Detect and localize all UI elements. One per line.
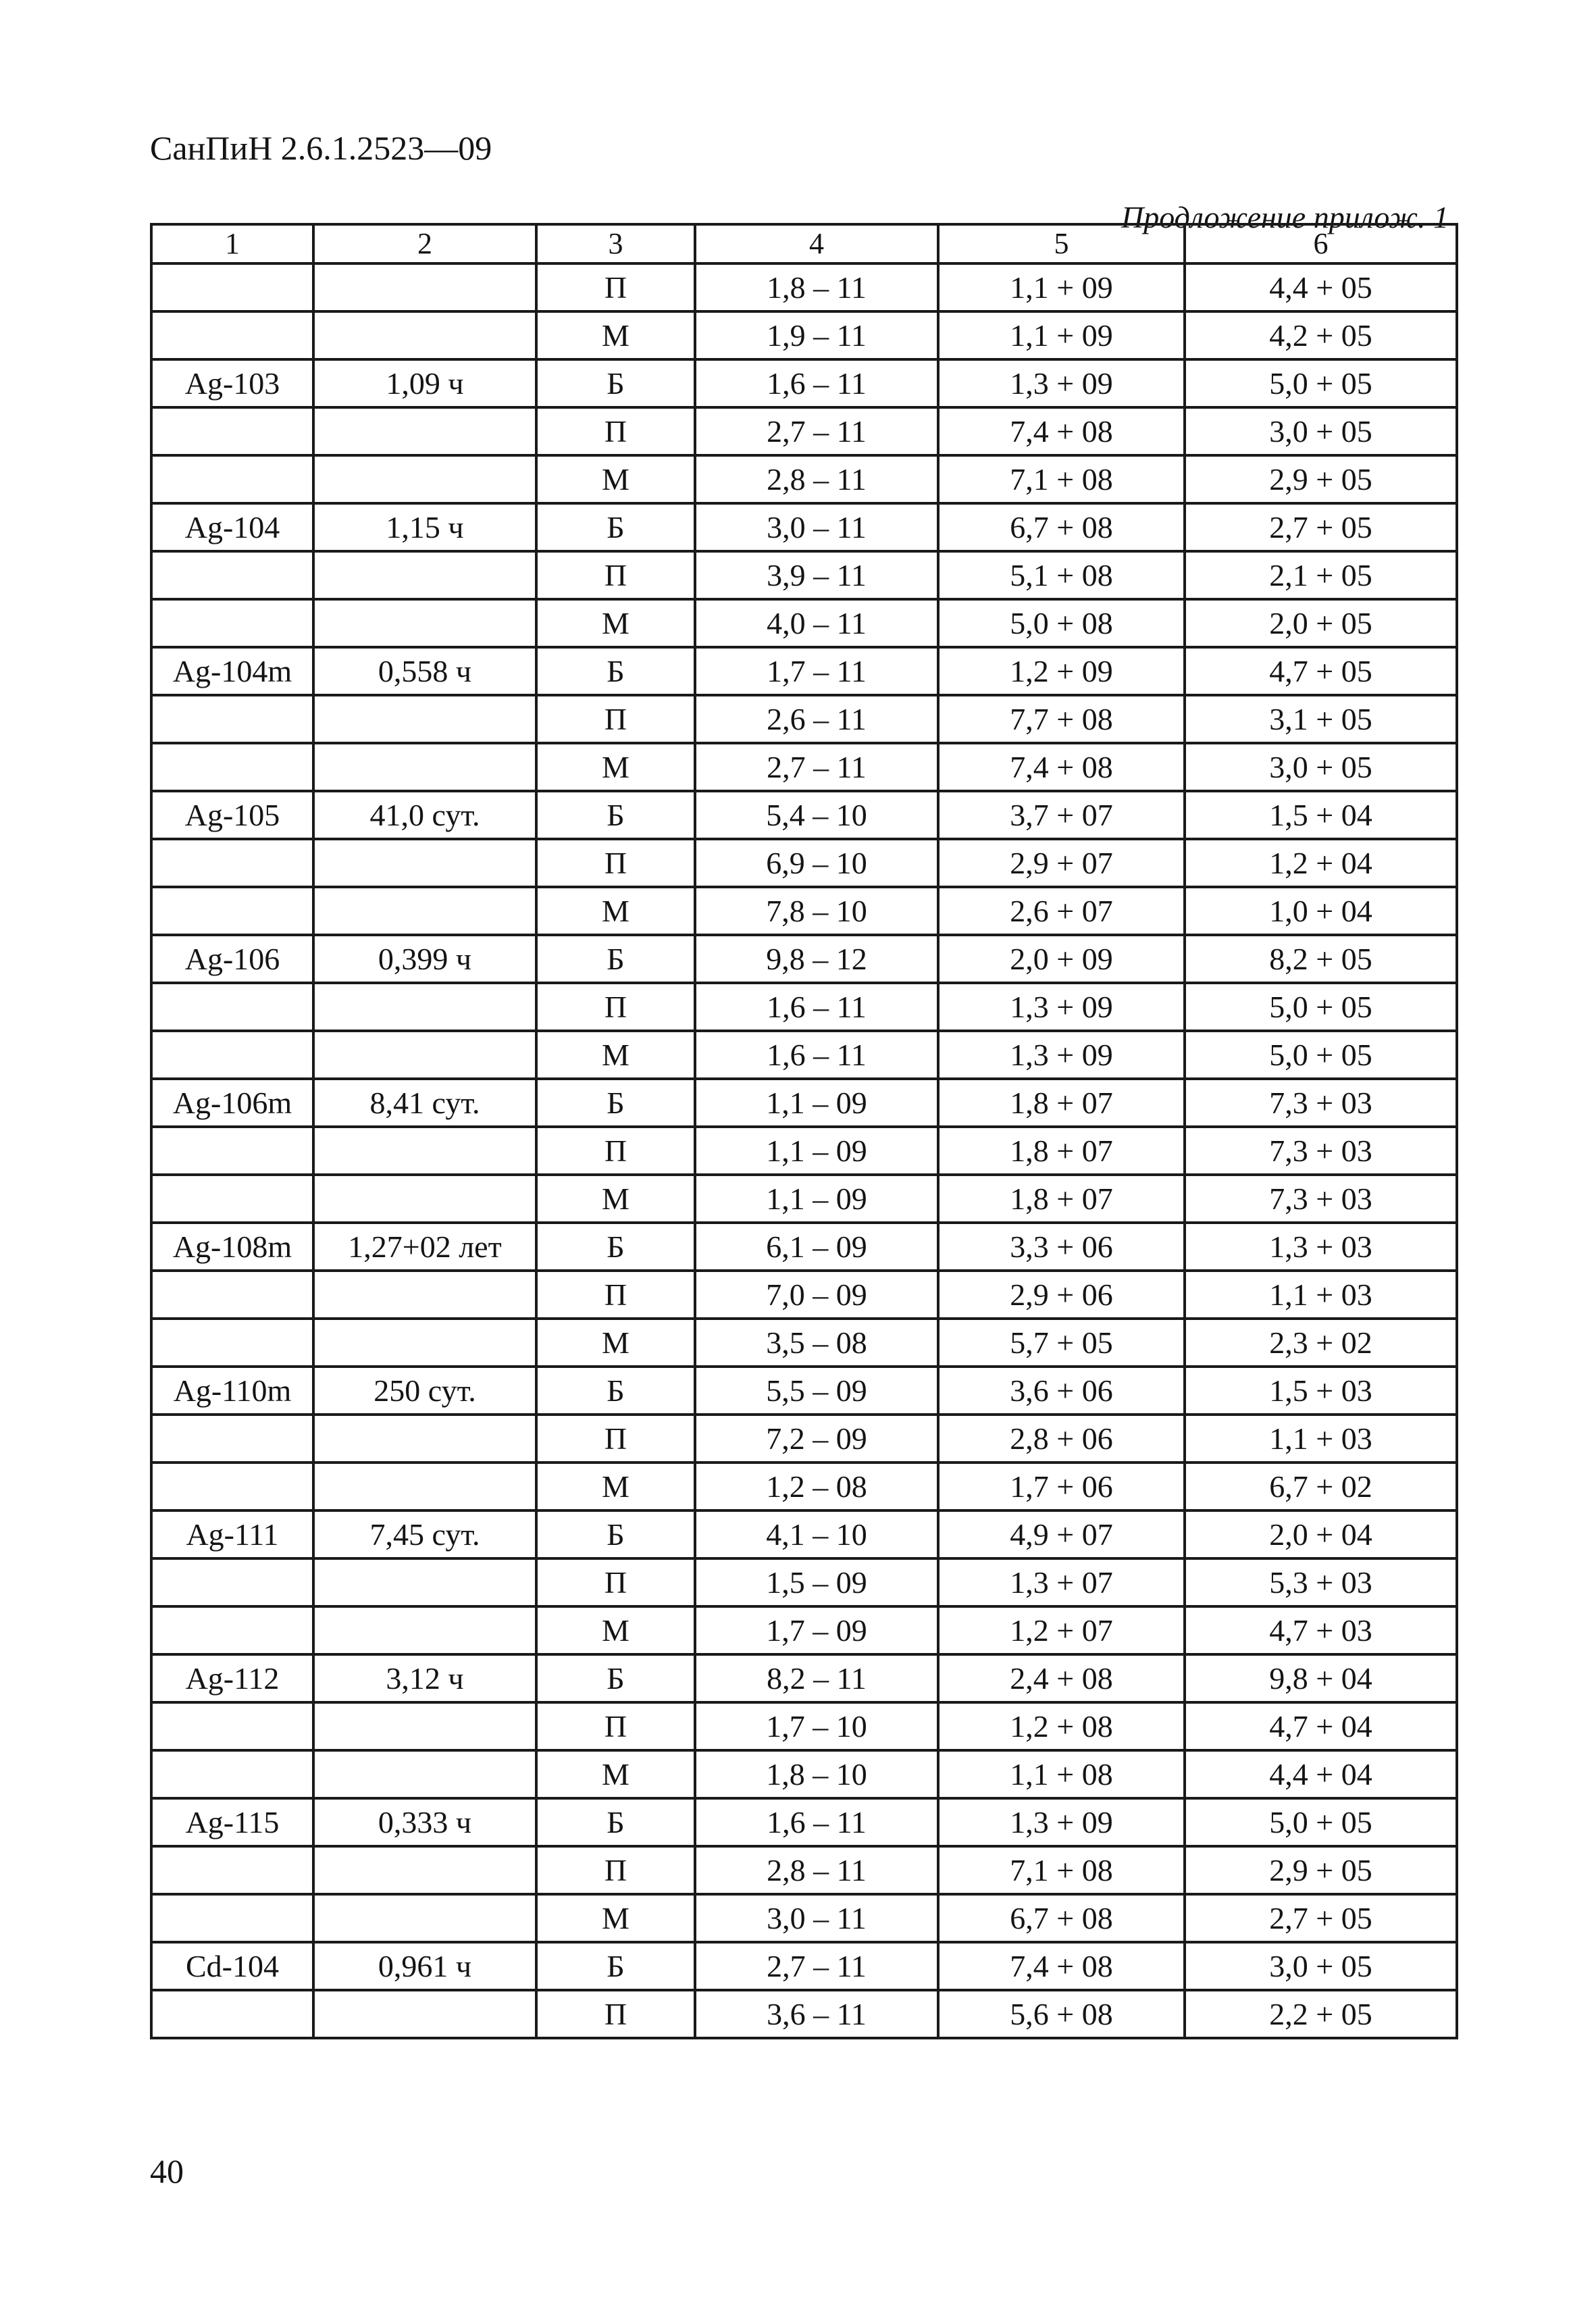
table-cell: 1,5 + 04 — [1185, 791, 1457, 839]
table-cell — [313, 1990, 536, 2038]
table-header-row — [151, 224, 1457, 263]
table-cell: 1,7 – 10 — [695, 1702, 938, 1750]
table-cell: П — [536, 407, 695, 455]
table-row — [151, 1367, 1457, 1415]
table-row — [151, 359, 1457, 407]
table-cell: 2,8 – 11 — [695, 455, 938, 503]
table-row — [151, 695, 1457, 743]
column-header-1: 1 — [151, 224, 313, 263]
table-cell — [151, 1031, 313, 1079]
table-cell: Б — [536, 503, 695, 551]
table-cell — [151, 551, 313, 599]
table-cell: 1,09 ч — [313, 359, 536, 407]
table-cell: 3,3 + 06 — [938, 1223, 1185, 1271]
table-cell — [313, 1463, 536, 1510]
table-cell: 3,0 + 05 — [1185, 743, 1457, 791]
table-cell: 8,2 + 05 — [1185, 935, 1457, 983]
table-cell: 1,1 – 09 — [695, 1079, 938, 1127]
table-cell: 1,1 + 03 — [1185, 1271, 1457, 1319]
table-cell: 1,2 + 07 — [938, 1606, 1185, 1654]
table-cell: Ag-106 — [151, 935, 313, 983]
table-cell: 2,0 + 09 — [938, 935, 1185, 983]
table-cell: 3,1 + 05 — [1185, 695, 1457, 743]
table-cell: 5,6 + 08 — [938, 1990, 1185, 2038]
table-row — [151, 1702, 1457, 1750]
table-cell — [313, 455, 536, 503]
table-cell: М — [536, 1319, 695, 1367]
table-cell: 1,6 – 11 — [695, 1798, 938, 1846]
table-row — [151, 839, 1457, 887]
table-cell: 4,2 + 05 — [1185, 311, 1457, 359]
table-cell: 1,3 + 09 — [938, 983, 1185, 1031]
page-number: 40 — [150, 2152, 184, 2190]
table-cell: Ag-104 — [151, 503, 313, 551]
table-cell: 4,4 + 04 — [1185, 1750, 1457, 1798]
table-cell: 6,7 + 02 — [1185, 1463, 1457, 1510]
table-row — [151, 647, 1457, 695]
table-cell: 2,9 + 07 — [938, 839, 1185, 887]
table-cell: П — [536, 1990, 695, 2038]
table-row — [151, 887, 1457, 935]
table-row — [151, 1415, 1457, 1463]
table-cell: М — [536, 1175, 695, 1223]
table-cell: М — [536, 455, 695, 503]
table-cell — [313, 263, 536, 311]
table-cell: 1,1 + 03 — [1185, 1415, 1457, 1463]
table-cell: 250 сут. — [313, 1367, 536, 1415]
table-cell — [151, 1175, 313, 1223]
table-cell: 3,5 – 08 — [695, 1319, 938, 1367]
table-cell: 2,0 + 04 — [1185, 1510, 1457, 1558]
table-cell: 2,7 + 05 — [1185, 1894, 1457, 1942]
table-cell: 3,9 – 11 — [695, 551, 938, 599]
table-cell: Б — [536, 1798, 695, 1846]
table-cell: Cd-104 — [151, 1942, 313, 1990]
document-header: СанПиН 2.6.1.2523—09 — [150, 129, 492, 167]
table-cell — [313, 1750, 536, 1798]
table-cell — [151, 455, 313, 503]
table-body — [151, 263, 1457, 2038]
table-cell: Б — [536, 1654, 695, 1702]
table-cell: 1,27+02 лет — [313, 1223, 536, 1271]
table-cell — [313, 1606, 536, 1654]
table-cell — [151, 1558, 313, 1606]
table-cell: 7,3 + 03 — [1185, 1127, 1457, 1175]
table-cell: 7,8 – 10 — [695, 887, 938, 935]
table-cell: Ag-112 — [151, 1654, 313, 1702]
table-cell: 9,8 + 04 — [1185, 1654, 1457, 1702]
table-cell: 0,399 ч — [313, 935, 536, 983]
table-cell: 3,6 – 11 — [695, 1990, 938, 2038]
table-cell: 3,7 + 07 — [938, 791, 1185, 839]
table-cell: М — [536, 599, 695, 647]
table-cell: 2,4 + 08 — [938, 1654, 1185, 1702]
table-cell — [151, 743, 313, 791]
table-row — [151, 791, 1457, 839]
table-cell — [313, 1319, 536, 1367]
table-cell: П — [536, 839, 695, 887]
table-row — [151, 1271, 1457, 1319]
table-cell: П — [536, 983, 695, 1031]
table-cell: М — [536, 887, 695, 935]
table-cell: 1,1 + 09 — [938, 311, 1185, 359]
table-cell: П — [536, 1702, 695, 1750]
table-cell: М — [536, 1894, 695, 1942]
table-cell: П — [536, 695, 695, 743]
table-cell: 1,6 – 11 — [695, 1031, 938, 1079]
table-cell — [313, 1271, 536, 1319]
table-cell: 7,4 + 08 — [938, 407, 1185, 455]
table-cell: Ag-115 — [151, 1798, 313, 1846]
table-cell: Ag-104m — [151, 647, 313, 695]
table-cell: П — [536, 1271, 695, 1319]
table-cell — [151, 407, 313, 455]
table-cell: 8,41 сут. — [313, 1079, 536, 1127]
nuclide-table — [150, 223, 1458, 2039]
table-cell: Б — [536, 1223, 695, 1271]
table-row — [151, 1846, 1457, 1894]
table-cell: 1,1 – 09 — [695, 1127, 938, 1175]
table-cell: 4,0 – 11 — [695, 599, 938, 647]
table-row — [151, 551, 1457, 599]
table-cell: 2,6 – 11 — [695, 695, 938, 743]
table-cell: 6,7 + 08 — [938, 1894, 1185, 1942]
table-row — [151, 1654, 1457, 1702]
table-cell: 5,0 + 05 — [1185, 1031, 1457, 1079]
table-cell — [313, 1558, 536, 1606]
table-cell — [313, 743, 536, 791]
table-cell: 1,8 + 07 — [938, 1079, 1185, 1127]
table-cell: 5,0 + 05 — [1185, 1798, 1457, 1846]
table-cell: 5,0 + 05 — [1185, 359, 1457, 407]
table-cell: 6,1 – 09 — [695, 1223, 938, 1271]
table-row — [151, 935, 1457, 983]
table-cell: 1,3 + 09 — [938, 359, 1185, 407]
table-cell: 1,2 + 08 — [938, 1702, 1185, 1750]
table-cell: Б — [536, 1942, 695, 1990]
table-cell: М — [536, 1031, 695, 1079]
table-cell: Ag-108m — [151, 1223, 313, 1271]
table-cell: 1,6 – 11 — [695, 359, 938, 407]
table-cell: 3,0 – 11 — [695, 503, 938, 551]
table-row — [151, 1127, 1457, 1175]
table-cell — [151, 839, 313, 887]
table-row — [151, 983, 1457, 1031]
table-cell: 2,3 + 02 — [1185, 1319, 1457, 1367]
table-row — [151, 1606, 1457, 1654]
table-cell — [313, 551, 536, 599]
table-cell: Б — [536, 647, 695, 695]
table-cell: 1,3 + 03 — [1185, 1223, 1457, 1271]
continuation-label: Продложение прилож. 1 — [1121, 200, 1449, 234]
table-cell: 0,333 ч — [313, 1798, 536, 1846]
table-cell: 7,1 + 08 — [938, 1846, 1185, 1894]
table-cell: 2,0 + 05 — [1185, 599, 1457, 647]
table-cell: 1,7 – 09 — [695, 1606, 938, 1654]
table-cell — [313, 311, 536, 359]
table-cell: 4,7 + 05 — [1185, 647, 1457, 695]
table-cell: П — [536, 1415, 695, 1463]
table-cell: 1,15 ч — [313, 503, 536, 551]
table-cell: 1,3 + 09 — [938, 1031, 1185, 1079]
table-cell: 9,8 – 12 — [695, 935, 938, 983]
table-cell — [151, 1846, 313, 1894]
table-cell: 2,6 + 07 — [938, 887, 1185, 935]
table-cell — [313, 1175, 536, 1223]
table-cell — [313, 887, 536, 935]
table-cell: 41,0 сут. — [313, 791, 536, 839]
table-cell: 1,9 – 11 — [695, 311, 938, 359]
table-cell: 7,1 + 08 — [938, 455, 1185, 503]
table-cell: 0,558 ч — [313, 647, 536, 695]
table-cell: Ag-111 — [151, 1510, 313, 1558]
column-header-4: 4 — [695, 224, 938, 263]
table-cell — [151, 1606, 313, 1654]
table-cell — [151, 1750, 313, 1798]
table-cell — [313, 695, 536, 743]
table-cell — [313, 1846, 536, 1894]
table-cell — [313, 1127, 536, 1175]
table-cell: 2,9 + 06 — [938, 1271, 1185, 1319]
table-cell: Б — [536, 1079, 695, 1127]
table-cell: 2,9 + 05 — [1185, 1846, 1457, 1894]
table-cell: 5,1 + 08 — [938, 551, 1185, 599]
table-row — [151, 311, 1457, 359]
table-cell: 5,7 + 05 — [938, 1319, 1185, 1367]
table-cell: 6,7 + 08 — [938, 503, 1185, 551]
table-cell — [151, 263, 313, 311]
table-cell — [151, 1990, 313, 2038]
table-cell: П — [536, 263, 695, 311]
table-cell: 5,4 – 10 — [695, 791, 938, 839]
table-cell: П — [536, 551, 695, 599]
table-cell — [151, 1415, 313, 1463]
table-cell: 5,0 + 05 — [1185, 983, 1457, 1031]
column-header-5: 5 — [938, 224, 1185, 263]
table-cell: 2,1 + 05 — [1185, 551, 1457, 599]
table-row — [151, 1510, 1457, 1558]
table-cell: 1,0 + 04 — [1185, 887, 1457, 935]
table-cell: 4,4 + 05 — [1185, 263, 1457, 311]
table-cell: 6,9 – 10 — [695, 839, 938, 887]
table-row — [151, 1990, 1457, 2038]
table-cell: Б — [536, 1510, 695, 1558]
table-cell: 1,8 + 07 — [938, 1127, 1185, 1175]
table-cell: 5,3 + 03 — [1185, 1558, 1457, 1606]
table-cell — [151, 983, 313, 1031]
table-row — [151, 1175, 1457, 1223]
table-cell: 1,8 – 10 — [695, 1750, 938, 1798]
table-cell — [151, 311, 313, 359]
table-cell: Б — [536, 1367, 695, 1415]
table-cell: 1,2 + 09 — [938, 647, 1185, 695]
table-cell: 1,1 + 08 — [938, 1750, 1185, 1798]
table-row — [151, 503, 1457, 551]
table-cell — [151, 1127, 313, 1175]
table-cell: 0,961 ч — [313, 1942, 536, 1990]
table-cell: 7,2 – 09 — [695, 1415, 938, 1463]
table-cell — [151, 1271, 313, 1319]
table-row — [151, 1319, 1457, 1367]
table-cell: 8,2 – 11 — [695, 1654, 938, 1702]
table-cell: П — [536, 1127, 695, 1175]
table-cell — [151, 1463, 313, 1510]
table-cell — [151, 695, 313, 743]
table-cell — [313, 1702, 536, 1750]
table-cell: 1,6 – 11 — [695, 983, 938, 1031]
table-cell: 2,9 + 05 — [1185, 455, 1457, 503]
table-row — [151, 599, 1457, 647]
table-cell: 1,2 – 08 — [695, 1463, 938, 1510]
table-row — [151, 1798, 1457, 1846]
table-cell: М — [536, 1606, 695, 1654]
table-cell: 2,2 + 05 — [1185, 1990, 1457, 2038]
table-cell: 2,7 – 11 — [695, 407, 938, 455]
table-cell — [313, 599, 536, 647]
column-header-6: 6 — [1185, 224, 1457, 263]
table-cell: 1,8 + 07 — [938, 1175, 1185, 1223]
table-cell — [151, 887, 313, 935]
table-cell: Ag-105 — [151, 791, 313, 839]
table-cell — [313, 839, 536, 887]
table-cell: 5,0 + 08 — [938, 599, 1185, 647]
table-cell: 5,5 – 09 — [695, 1367, 938, 1415]
table-cell: 1,1 – 09 — [695, 1175, 938, 1223]
table-cell: 3,12 ч — [313, 1654, 536, 1702]
table-cell: Б — [536, 791, 695, 839]
table-row — [151, 1223, 1457, 1271]
table-cell — [151, 599, 313, 647]
table-cell: 1,5 – 09 — [695, 1558, 938, 1606]
table-cell: 2,7 + 05 — [1185, 503, 1457, 551]
table-cell: П — [536, 1558, 695, 1606]
table-cell: 3,0 + 05 — [1185, 1942, 1457, 1990]
table-cell — [313, 1031, 536, 1079]
table-cell: Б — [536, 359, 695, 407]
table-cell: 1,3 + 07 — [938, 1558, 1185, 1606]
table-cell — [151, 1894, 313, 1942]
table-cell: М — [536, 311, 695, 359]
table-cell: 7,0 – 09 — [695, 1271, 938, 1319]
table-row — [151, 1463, 1457, 1510]
table-cell: 7,45 сут. — [313, 1510, 536, 1558]
table-cell: 7,7 + 08 — [938, 695, 1185, 743]
column-header-3: 3 — [536, 224, 695, 263]
table-row — [151, 1558, 1457, 1606]
table-cell: П — [536, 1846, 695, 1894]
table-row — [151, 407, 1457, 455]
table-cell: 7,4 + 08 — [938, 743, 1185, 791]
table-cell — [313, 407, 536, 455]
table-cell: 3,6 + 06 — [938, 1367, 1185, 1415]
table-cell: 3,0 – 11 — [695, 1894, 938, 1942]
table-cell: Ag-103 — [151, 359, 313, 407]
table-row — [151, 1031, 1457, 1079]
table-cell — [313, 983, 536, 1031]
table-cell: 1,8 – 11 — [695, 263, 938, 311]
table-cell: 1,7 + 06 — [938, 1463, 1185, 1510]
column-header-2: 2 — [313, 224, 536, 263]
table-cell: Ag-106m — [151, 1079, 313, 1127]
table-row — [151, 743, 1457, 791]
table-cell: 2,7 – 11 — [695, 743, 938, 791]
table-cell: 4,7 + 03 — [1185, 1606, 1457, 1654]
table-cell: 1,2 + 04 — [1185, 839, 1457, 887]
table-cell: 4,9 + 07 — [938, 1510, 1185, 1558]
table-row — [151, 1079, 1457, 1127]
table-cell: 2,7 – 11 — [695, 1942, 938, 1990]
table-cell: 7,3 + 03 — [1185, 1175, 1457, 1223]
table-row — [151, 455, 1457, 503]
table-cell — [151, 1702, 313, 1750]
table-cell: М — [536, 1463, 695, 1510]
table-cell: М — [536, 1750, 695, 1798]
table-cell: Ag-110m — [151, 1367, 313, 1415]
table-cell: М — [536, 743, 695, 791]
table-cell: 1,3 + 09 — [938, 1798, 1185, 1846]
table-cell: 1,5 + 03 — [1185, 1367, 1457, 1415]
table-cell: 3,0 + 05 — [1185, 407, 1457, 455]
table-cell: Б — [536, 935, 695, 983]
table-cell — [313, 1894, 536, 1942]
table-cell — [313, 1415, 536, 1463]
table-row — [151, 1894, 1457, 1942]
table-cell: 1,7 – 11 — [695, 647, 938, 695]
table-cell: 7,3 + 03 — [1185, 1079, 1457, 1127]
table-row — [151, 263, 1457, 311]
table-cell: 4,1 – 10 — [695, 1510, 938, 1558]
table-cell — [151, 1319, 313, 1367]
table-cell: 2,8 + 06 — [938, 1415, 1185, 1463]
table-cell: 1,1 + 09 — [938, 263, 1185, 311]
table-cell: 7,4 + 08 — [938, 1942, 1185, 1990]
table-row — [151, 1750, 1457, 1798]
table-cell: 2,8 – 11 — [695, 1846, 938, 1894]
table-row — [151, 1942, 1457, 1990]
table-cell: 4,7 + 04 — [1185, 1702, 1457, 1750]
